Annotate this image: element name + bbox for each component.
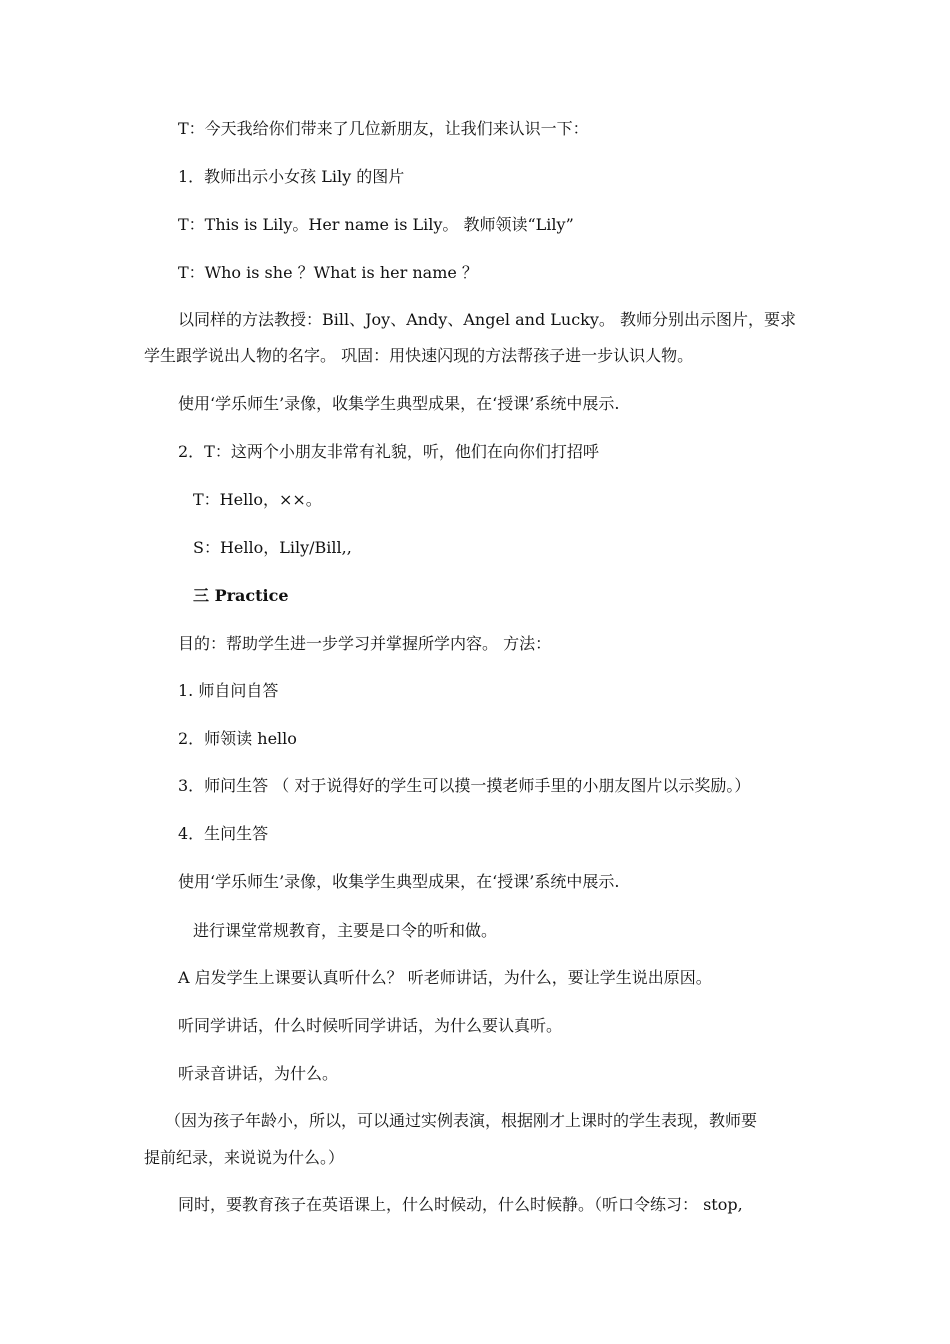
text-line: T：Hello，××。 bbox=[193, 490, 322, 509]
text-line: 目的：帮助学生进一步学习并掌握所学内容。 方法： bbox=[178, 634, 552, 653]
list-item: 3．师问生答 （ 对于说得好的学生可以摸一摸老师手里的小朋友图片以示奖励。） bbox=[178, 776, 751, 795]
text-line: T：This is Lily。Her name is Lily。 教师领读“Lily” bbox=[178, 215, 574, 234]
text-line: A 启发学生上课要认真听什么？ 听老师讲话，为什么，要让学生说出原因。 bbox=[178, 968, 712, 987]
text-line: 以同样的方法教授：Bill、Joy、Andy、Angel and Lucky。 教师分别出示图片，要求 bbox=[178, 310, 796, 329]
text-line: 2．T：这两个小朋友非常有礼貌，听，他们在向你们打招呼 bbox=[178, 442, 599, 461]
section-heading: 三 Practice bbox=[193, 586, 289, 605]
list-item: 4．生问生答 bbox=[178, 824, 269, 843]
text-line: 听同学讲话，什么时候听同学讲话，为什么要认真听。 bbox=[178, 1016, 563, 1035]
text-line: 提前纪录，来说说为什么。） bbox=[144, 1148, 345, 1167]
text-line: 使用‘学乐师生’录像，收集学生典型成果，在‘授课’系统中展示. bbox=[178, 872, 620, 891]
text-line: 进行课堂常规教育，主要是口令的听和做。 bbox=[193, 921, 498, 940]
text-line: 同时，要教育孩子在英语课上，什么时候动，什么时候静。（听口令练习： stop, bbox=[178, 1195, 743, 1214]
list-item: 2．师领读 hello bbox=[178, 729, 297, 748]
text-line: T：Who is she ？What is her name ？ bbox=[178, 263, 478, 282]
text-line: 听录音讲话，为什么。 bbox=[178, 1064, 339, 1083]
text-line: 使用‘学乐师生’录像，收集学生典型成果，在‘授课’系统中展示. bbox=[178, 394, 620, 413]
text-line: （因为孩子年龄小，所以，可以通过实例表演，根据刚才上课时的学生表现，教师要 bbox=[165, 1111, 758, 1130]
text-line: 1．教师出示小女孩 Lily 的图片 bbox=[178, 167, 405, 186]
list-item: 1. 师自问自答 bbox=[178, 681, 279, 700]
text-line: S：Hello，Lily/Bill,, bbox=[193, 538, 352, 557]
text-line: T：今天我给你们带来了几位新朋友，让我们来认识一下： bbox=[178, 119, 589, 138]
text-line: 学生跟学说出人物的名字。 巩固：用快速闪现的方法帮孩子进一步认识人物。 bbox=[144, 346, 694, 365]
